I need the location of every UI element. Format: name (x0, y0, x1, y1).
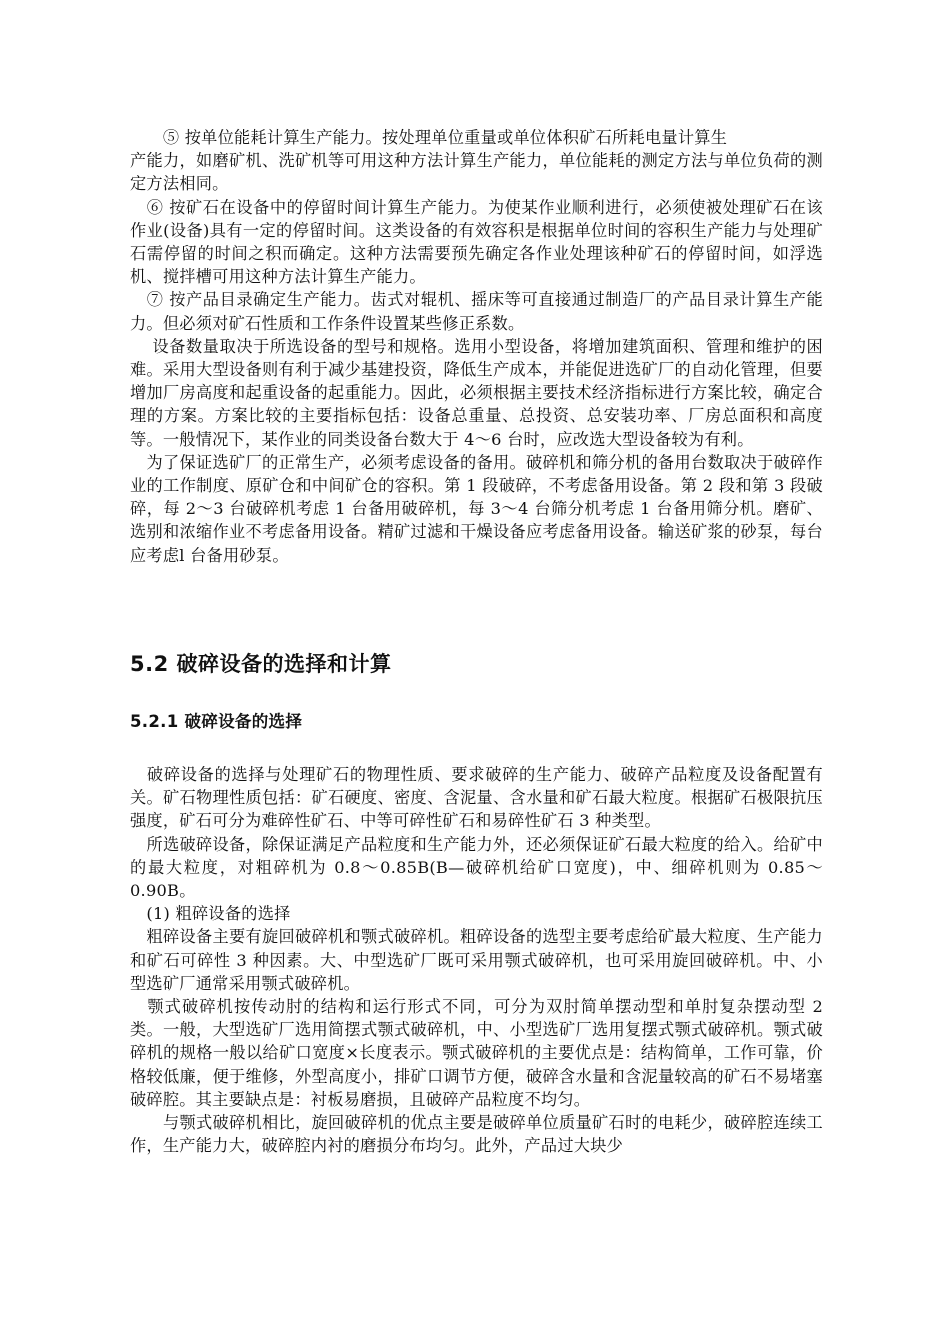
paragraph-unit-energy: ⑤ 按单位能耗计算生产能力。按处理单位重量或单位体积矿石所耗电量计算生 (130, 128, 728, 147)
paragraph-equipment-backup: 为了保证选矿厂的正常生产，必须考虑设备的备用。破碎机和筛分机的备用台数取决于破碎作业的工作制度、原矿仓和中间矿仓的容积。第 1 段破碎，不考虑备用设备。第 2 段和第 3 段破碎，每 2～3 台破碎机考虑 1 台备用破碎机，每 3～4 台筛分机考虑 1 台备用筛分机。磨矿、选别和浓缩作业不考虑备用设备。精矿过滤和干燥设备应考虑备用设备。输送矿浆的砂泵，每台应考虑l 台备用砂泵。 (130, 452, 823, 565)
paragraph-retention-time: ⑥ 按矿石在设备中的停留时间计算生产能力。为使某作业顺利进行，必须使被处理矿石在该作业(设备)具有一定的停留时间。这类设备的有效容积是根据单位时间的容积生产能力与处理矿石需停留的时间之积而确定。这种方法需要预先确定各作业处理该种矿石的停留时间，如浮选机、搅拌槽可用这种方法计算生产能力。 (130, 197, 823, 287)
paragraph-primary-crusher-types: 粗碎设备主要有旋回破碎机和颚式破碎机。粗碎设备的选型主要考虑给矿最大粒度、生产能力和矿石可碎性 3 种因素。大、中型选矿厂既可采用颚式破碎机，也可采用旋回破碎机。中、小型选矿厂通常采用颚式破碎机。 (130, 927, 823, 993)
paragraph-gyratory-crusher: 与颚式破碎机相比，旋回破碎机的优点主要是破碎单位质量矿石时的电耗少，破碎腔连续工作，生产能力大，破碎腔内衬的磨损分布均匀。此外，产品过大块少 (130, 1113, 823, 1156)
paragraph-jaw-crusher: 颚式破碎机按传动肘的结构和运行形式不同，可分为双肘简单摆动型和单肘复杂摆动型 2 类。一般，大型选矿厂选用简摆式颚式破碎机，中、小型选矿厂选用复摆式颚式破碎机。颚式破碎机的规格一般以给矿口宽度×长度表示。颚式破碎机的主要优点是：结构简单，工作可靠，价格较低廉，便于维修，外型高度小，排矿口调节方便，破碎含水量和含泥量较高的矿石不易堵塞破碎腔。其主要缺点是：衬板易磨损，且破碎产品粒度不均匀。 (130, 997, 829, 1109)
subsection-heading: 5.2.1 破碎设备的选择 (130, 712, 303, 731)
paragraph-unit-energy-cont: 产能力，如磨矿机、洗矿机等可用这种方法计算生产能力，单位能耗的测定方法与单位负荷的测定方法相同。 (130, 151, 823, 194)
body-text-bottom (130, 763, 829, 1157)
section-heading: 5.2 破碎设备的选择和计算 (130, 652, 392, 676)
body-text-top (130, 126, 823, 567)
paragraph-product-catalog: ⑦ 按产品目录确定生产能力。齿式对辊机、摇床等可直接通过制造厂的产品目录计算生产能力。但必须对矿石性质和工作条件设置某些修正系数。 (130, 290, 823, 333)
paragraph-max-feed-size: 所选破碎设备，除保证满足产品粒度和生产能力外，还必须保证矿石最大粒度的给入。给矿中的最大粒度，对粗碎机为 0.8～0.85B(B—破碎机给矿口宽度)，中、细碎机则为 0.85～0.90B。 (130, 834, 823, 901)
paragraph-crusher-selection: 破碎设备的选择与处理矿石的物理性质、要求破碎的生产能力、破碎产品粒度及设备配置有关。矿石物理性质包括：矿石硬度、密度、含泥量、含水量和矿石最大粒度。根据矿石极限抗压强度，矿石可分为难碎性矿石、中等可碎性矿石和易碎性矿石 3 种类型。 (130, 765, 823, 831)
paragraph-primary-crusher-title: (1) 粗碎设备的选择 (130, 904, 291, 924)
paragraph-equipment-quantity: 设备数量取决于所选设备的型号和规格。选用小型设备，将增加建筑面积、管理和维护的困难。采用大型设备则有利于减少基建投资，降低生产成本，并能促进选矿厂的自动化管理，但要增加厂房高度和起重设备的起重能力。因此，必须根据主要技术经济指标进行方案比较，确定合理的方案。方案比较的主要指标包括：设备总重量、总投资、总安装功率、厂房总面积和高度等。一般情况下，某作业的同类设备台数大于 4～6 台时，应改选大型设备较为有利。 (130, 336, 823, 449)
